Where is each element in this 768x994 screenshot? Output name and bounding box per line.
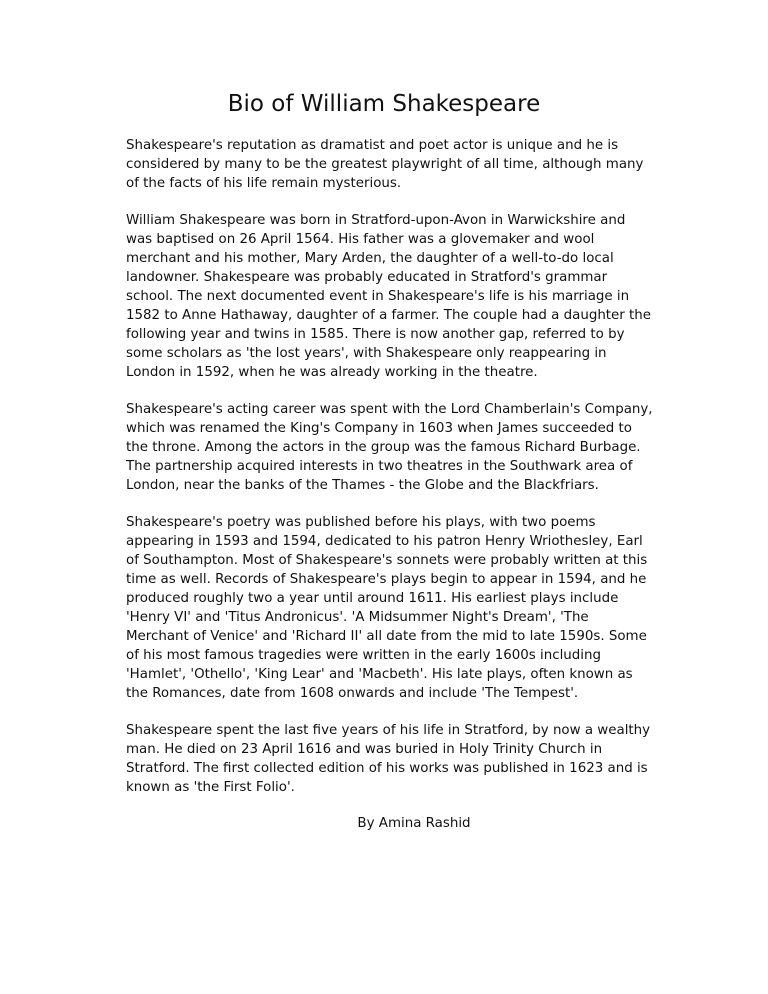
paragraph-reputation: Shakespeare's reputation as dramatist and poet actor is unique and he is considered by many to be the greatest playwright of all time, although many of the facts of his life remain mysterious. bbox=[126, 138, 644, 191]
paragraph-acting-career: Shakespeare's acting career was spent with the Lord Chamberlain's Company, which was renamed the King's Company in 1603 when James succeeded to the throne. Among the actors in the group was the famous Richard Burbage. The partnership acquired interests in two theatres in the Southwark area of London, near the banks of the Thames - the Globe and the Blackfriars. bbox=[126, 402, 653, 493]
paragraph-later-life: Shakespeare spent the last five years of his life in Stratford, by now a wealthy man. He died on 23 April 1616 and was buried in Holy Trinity Church in Stratford. The first collected edition of his works was published in 1623 and is known as 'the First Folio'. bbox=[126, 723, 651, 795]
document-body bbox=[126, 136, 654, 815]
document-title: Bio of William Shakespeare bbox=[227, 91, 541, 117]
paragraph-early-life: William Shakespeare was born in Stratford-upon-Avon in Warwickshire and was baptised on 26 April 1564. His father was a glovemaker and wool merchant and his mother, Mary Arden, the daughter of a well-to-do local landowner. Shakespeare was probably educated in Stratford's grammar school. The next documented event in Shakespeare's life is his marriage in 1582 to Anne Hathaway, daughter of a farmer. The couple had a daughter the following year and twins in 1585. There is now another gap, referred to by some scholars as 'the lost years', with Shakespeare only reappearing in London in 1592, when he was already working in the theatre. bbox=[126, 213, 652, 380]
author-byline: By Amina Rashid bbox=[357, 816, 471, 831]
paragraph-works: Shakespeare's poetry was published before his plays, with two poems appearing in 1593 and 1594, dedicated to his patron Henry Wriothesley, Earl of Southampton. Most of Shakespeare's sonnets were probably written at this time as well. Records of Shakespeare's plays begin to appear in 1594, and he produced roughly two a year until around 1611. His earliest plays include 'Henry VI' and 'Titus Andronicus'. 'A Midsummer Night's Dream', 'The Merchant of Venice' and 'Richard II' all date from the mid to late 1590s. Some of his most famous tragedies were written in the early 1600s including 'Hamlet', 'Othello', 'King Lear' and 'Macbeth'. His late plays, often known as the Romances, date from 1608 onwards and include 'The Tempest'. bbox=[126, 515, 648, 701]
